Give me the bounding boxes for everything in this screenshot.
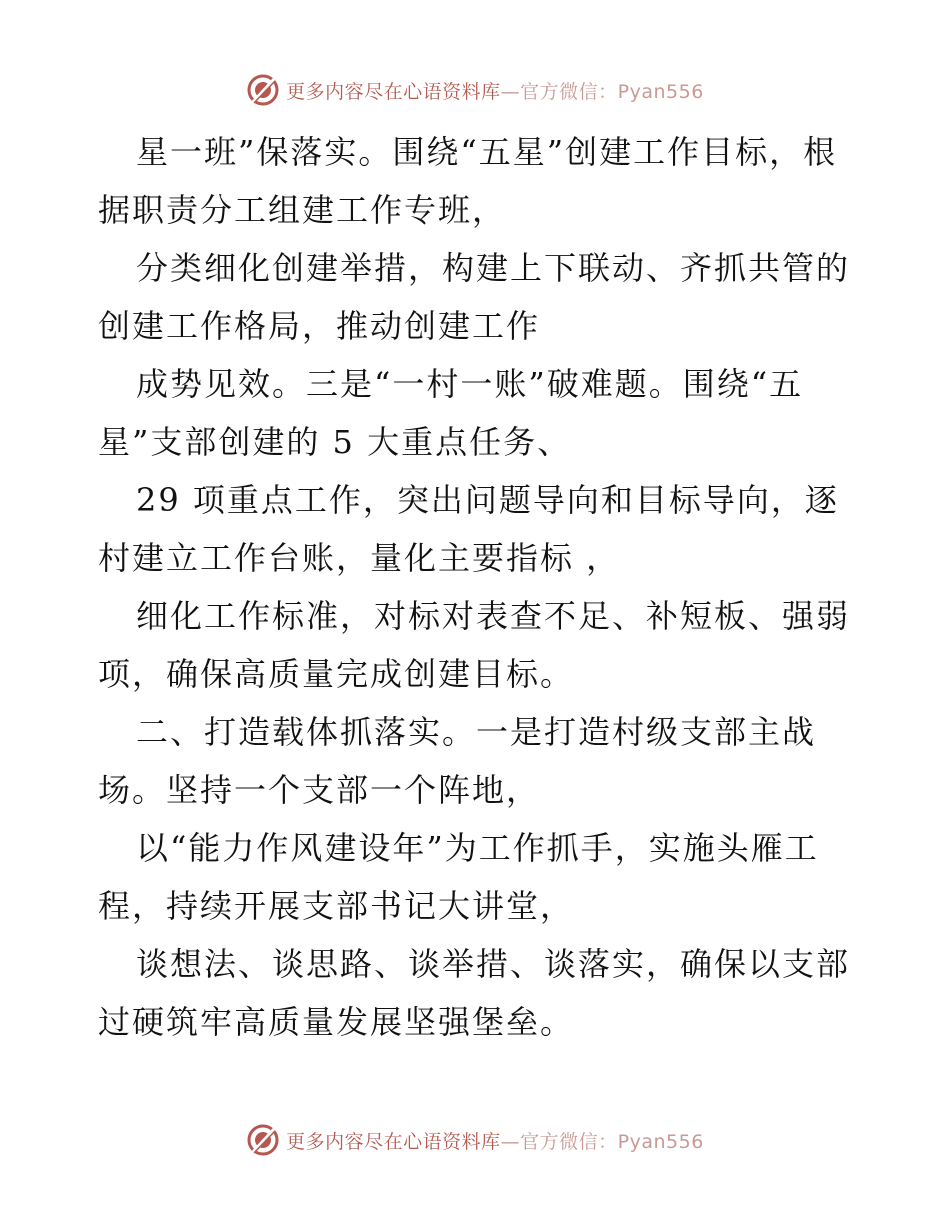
logo-icon: [246, 73, 280, 107]
header-watermark-inner: [246, 73, 704, 107]
footer-watermark-sub: —官方微信：Pyan556: [500, 1130, 704, 1153]
footer-watermark-inner: [246, 1123, 704, 1157]
footer-watermark: [0, 1120, 950, 1160]
header-watermark-sub: —官方微信：Pyan556: [500, 80, 704, 103]
paragraph-3: 成势见效。三是“一村一账”破难题。围绕“五星”支部创建的 5 大重点任务、: [98, 365, 804, 461]
paragraph-6: 二、打造载体抓落实。一是打造村级支部主战场。坚持一个支部一个阵地，: [98, 713, 817, 809]
paragraph-7: 以“能力作风建设年”为工作抓手，实施头雁工程，持续开展支部书记大讲堂，: [98, 829, 819, 925]
paragraph-5: 细化工作标准，对标对表查不足、补短板、强弱项，确保高质量完成创建目标。: [98, 597, 851, 693]
paragraph-2: 分类细化创建举措，构建上下联动、齐抓共管的创建工作格局，推动创建工作: [98, 249, 851, 345]
header-watermark: [0, 70, 950, 110]
document-body: [98, 123, 858, 1051]
paragraph-8: 谈想法、谈思路、谈举措、谈落实，确保以支部过硬筑牢高质量发展坚强堡垒。: [98, 945, 851, 1041]
footer-watermark-main: 更多内容尽在心语资料库: [286, 1130, 501, 1153]
paragraph-4: 29 项重点工作，突出问题导向和目标导向，逐村建立工作台账，量化主要指标 ，: [98, 481, 839, 577]
logo-icon: [246, 1123, 280, 1157]
header-watermark-main: 更多内容尽在心语资料库: [286, 80, 501, 103]
paragraph-1: 星一班”保落实。围绕“五星”创建工作目标，根据职责分工组建工作专班，: [98, 133, 838, 229]
